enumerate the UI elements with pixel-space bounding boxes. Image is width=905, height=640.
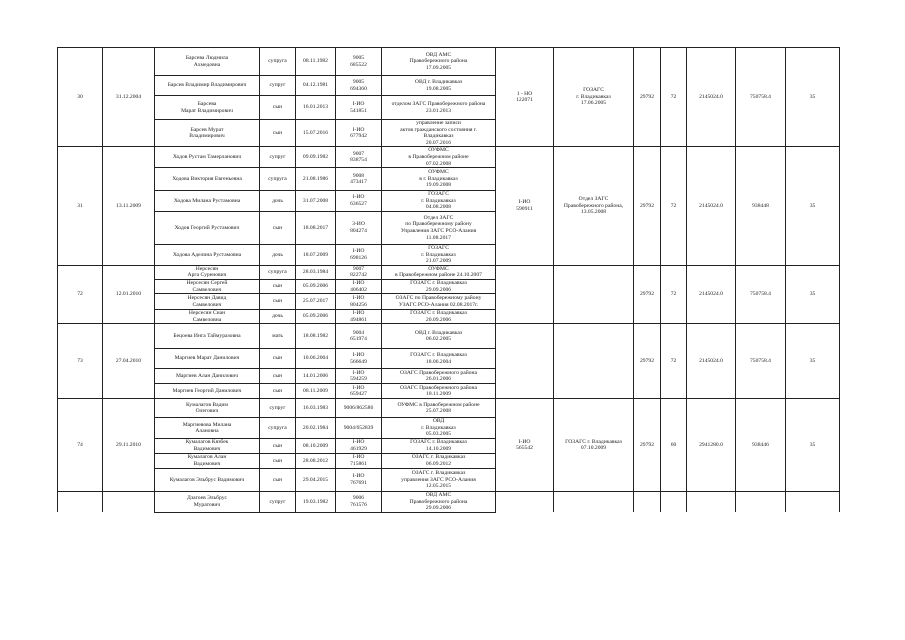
record-extra: 35 (786, 147, 840, 265)
member-relation: супруг (260, 147, 296, 168)
record-area: 29792 (634, 324, 661, 399)
member-name: Нерсесян Сергей Самвелович (155, 279, 260, 293)
member-birth-date: 15.07.2016 (296, 120, 336, 147)
member-relation: мать (260, 324, 296, 349)
record-date: 27.04.2010 (103, 324, 155, 399)
record-extra: 35 (786, 48, 840, 147)
member-birth-date: 18.08.2017 (296, 211, 336, 244)
table-row (58, 48, 840, 76)
member-document-issuer: ОВД АМС Правобережного района 29.09.2006 (382, 492, 496, 513)
member-birth-date: 08.10.2009 (296, 439, 336, 454)
member-document-issuer: ОУФМС в Правобережном районе 24.10.2007 (382, 265, 496, 279)
member-document-issuer: ГОЗАГС г. Владикавказ 18.06.2004 (382, 349, 496, 369)
record-total: 938448 (736, 147, 786, 265)
record-number: 74 (58, 399, 103, 492)
member-document: I-ИО 698126 (336, 244, 382, 265)
record-rate: 2145024.0 (687, 48, 736, 147)
member-document-issuer: ГОЗАГС г. Владикавказ 14.10.2009 (382, 439, 496, 454)
table-row (58, 265, 840, 279)
record-provider (554, 265, 634, 324)
record-count: 60 (661, 399, 687, 492)
member-birth-date: 29.04.2015 (296, 469, 336, 492)
member-document: 9006 761576 (336, 492, 382, 513)
member-relation: супруга (260, 418, 296, 439)
member-document: I-ИО 594259 (336, 369, 382, 384)
record-number: 30 (58, 48, 103, 147)
member-name: Кумалагов Алан Вадимович (155, 454, 260, 469)
member-birth-date: 10.06.2004 (296, 349, 336, 369)
record-provider: ГОЗАГС г. Владикавказ 07.10.2009 (554, 399, 634, 492)
member-document: I-ИО 406402 (336, 279, 382, 293)
member-document: I-ИО 636527 (336, 191, 382, 212)
record-count: 72 (661, 324, 687, 399)
member-document-issuer: ОЗАГС по Правобережному району УЗАГС РСО-Алания 02.08.2017г. (382, 294, 496, 310)
member-document-issuer: ОВД г. Владикавказ 06.02.2005 (382, 324, 496, 349)
member-birth-date: 21.08.1986 (296, 168, 336, 191)
record-date (103, 492, 155, 513)
member-relation: супруг (260, 399, 296, 418)
member-birth-date: 05.09.2006 (296, 310, 336, 324)
member-name: Маргиев Алан Данилович (155, 369, 260, 384)
member-name: Бецоева Инга Таймуразовна (155, 324, 260, 349)
member-birth-date: 14.01.2006 (296, 369, 336, 384)
member-birth-date: 25.07.2017 (296, 294, 336, 310)
record-count: 72 (661, 147, 687, 265)
member-relation: сын (260, 384, 296, 399)
member-document: I-ИО 566649 (336, 349, 382, 369)
record-number: 72 (58, 265, 103, 324)
record-count (661, 492, 687, 513)
member-name: Ходов Рустам Тамерланович (155, 147, 260, 168)
member-relation: сын (260, 454, 296, 469)
record-date: 31.12.2004 (103, 48, 155, 147)
member-birth-date: 08.11.2009 (296, 384, 336, 399)
record-rate: 2145024.0 (687, 324, 736, 399)
record-extra: 35 (786, 265, 840, 324)
member-name: Маргиевова Милана Алановна (155, 418, 260, 439)
member-name: Нерсесян Арга Суренович (155, 265, 260, 279)
record-date: 13.11.2009 (103, 147, 155, 265)
member-document-issuer: ОВД АМС Правобережного района 17.09.2005 (382, 48, 496, 76)
member-document-issuer: ОУФМС в Правобережном районе 07.02.2008 (382, 147, 496, 168)
member-name: Кумалагов Кязбек Вадимович (155, 439, 260, 454)
member-document-issuer: ОЗАГС Правобережного района 26.01.2006 (382, 369, 496, 384)
member-document-issuer: ГОЗАГС г. Владикавказ 29.09.2006 (382, 279, 496, 293)
record-rooms (496, 324, 554, 399)
record-total: 750758.4 (736, 324, 786, 399)
member-document: 9005 685522 (336, 48, 382, 76)
records-table (57, 47, 840, 513)
member-name: Барсева Марат Владимирович (155, 96, 260, 120)
member-birth-date: 20.02.1984 (296, 418, 336, 439)
member-birth-date: 16.01.2013 (296, 96, 336, 120)
record-date: 12.01.2010 (103, 265, 155, 324)
member-document: 9005 694360 (336, 76, 382, 96)
member-document-issuer: ГОЗАГС г. Владикавказ 21.07.2009 (382, 244, 496, 265)
record-date: 29.11.2010 (103, 399, 155, 492)
member-document: I-ИО 541851 (336, 96, 382, 120)
member-name: Барсев Мурат Владимирович (155, 120, 260, 147)
record-rooms (496, 492, 554, 513)
member-document-issuer: ГОЗАГС г. Владикавказ 20.09.2006 (382, 310, 496, 324)
record-provider: Отдел ЗАГС Правобережного района, 13.05.2008 (554, 147, 634, 265)
member-document: 9007 822742 (336, 265, 382, 279)
record-count: 72 (661, 265, 687, 324)
member-document: 3-ИО 804274 (336, 211, 382, 244)
member-document-issuer: ОЗАГС г. Владикавказ управления ЗАГС РСО-Алания 12.05.2015 (382, 469, 496, 492)
member-document-issuer: Отдел ЗАГС по Правобережному району Управления ЗАГС РСО-Алания 11.08.2017 (382, 211, 496, 244)
member-document: 9007 838754 (336, 147, 382, 168)
record-rooms (496, 265, 554, 324)
member-relation: сын (260, 120, 296, 147)
member-relation: сын (260, 469, 296, 492)
member-birth-date: 31.07.2008 (296, 191, 336, 212)
member-name: Барсева Людмила Ахмедовна (155, 48, 260, 76)
member-document-issuer: ОУФМС в г. Владикавказ 19.09.2008 (382, 168, 496, 191)
record-rate: 2941280.0 (687, 399, 736, 492)
record-rate (687, 492, 736, 513)
table-row (58, 324, 840, 349)
member-document-issuer: отделом ЗАГС Правобережного района 23.01.2013 (382, 96, 496, 120)
member-document-issuer: ОЗАГС г. Владикавказ 06.09.2012 (382, 454, 496, 469)
member-name: Ходова Аделина Рустамовна (155, 244, 260, 265)
member-birth-date: 16.03.1983 (296, 399, 336, 418)
record-number (58, 492, 103, 513)
member-birth-date: 28.08.2012 (296, 454, 336, 469)
record-rooms: I-ИО 590911 (496, 147, 554, 265)
record-area: 29792 (634, 147, 661, 265)
member-name: Маргиев Георгий Данилович (155, 384, 260, 399)
member-birth-date: 04.12.1981 (296, 76, 336, 96)
record-rooms: 1 - НО 122071 (496, 48, 554, 147)
record-area (634, 492, 661, 513)
record-provider (554, 324, 634, 399)
member-name: Кумалагов Эльбрус Вадимович (155, 469, 260, 492)
record-provider: ГОЗАГС г. Владикавказ 17.06.2005 (554, 48, 634, 147)
member-name: Ходова Милана Рустамовна (155, 191, 260, 212)
record-area: 29792 (634, 399, 661, 492)
member-document-issuer: управление записи актов гражданского состояния г. Владикавказ 20.07.2016 (382, 120, 496, 147)
table-row (58, 399, 840, 418)
member-relation: супруг (260, 492, 296, 513)
member-document: 9008 473417 (336, 168, 382, 191)
record-total: 750758.4 (736, 48, 786, 147)
record-provider (554, 492, 634, 513)
member-document: I-ИО 659427 (336, 384, 382, 399)
member-birth-date: 18.07.2009 (296, 244, 336, 265)
member-document: I-ИО 494861 (336, 310, 382, 324)
record-extra: 35 (786, 324, 840, 399)
member-name: Ходова Виктория Евгеньевна (155, 168, 260, 191)
record-total: 750758.4 (736, 265, 786, 324)
member-relation: дочь (260, 191, 296, 212)
member-relation: супруга (260, 48, 296, 76)
record-rooms: I-ИО 565542 (496, 399, 554, 492)
member-name: Нерсесян Давид Самвелович (155, 294, 260, 310)
member-document: I-ИО 461929 (336, 439, 382, 454)
member-name: Маргиев Марат Данилович (155, 349, 260, 369)
member-document-issuer: ОВД г. Владикавказ 19.08.2005 (382, 76, 496, 96)
member-name: Дзагоев Эльбрус Муратович (155, 492, 260, 513)
record-total (736, 492, 786, 513)
table-row (58, 147, 840, 168)
record-number: 31 (58, 147, 103, 265)
member-birth-date: 28.03.1984 (296, 265, 336, 279)
member-relation: сын (260, 349, 296, 369)
record-number: 73 (58, 324, 103, 399)
member-document-issuer: ОВД г. Владикавказ 05.03.2005 (382, 418, 496, 439)
member-name: Кумалагов Вадим Олегович (155, 399, 260, 418)
member-birth-date: 09.09.1982 (296, 147, 336, 168)
member-document: I-ИО 767691 (336, 469, 382, 492)
member-document-issuer: ГОЗАГС г. Владикавказ 04.08.2008 (382, 191, 496, 212)
record-rate: 2145024.0 (687, 265, 736, 324)
member-birth-date: 19.03.1982 (296, 492, 336, 513)
member-name: Ходов Георгий Рустамович (155, 211, 260, 244)
member-document: I-ИО 677942 (336, 120, 382, 147)
member-birth-date: 05.09.2006 (296, 279, 336, 293)
member-document: I-ИО 804256 (336, 294, 382, 310)
member-name: Барсев Владимир Владимирович (155, 76, 260, 96)
record-area: 29792 (634, 265, 661, 324)
member-document-issuer: ОУФМС в Правобережном районе 25.07.2008 (382, 399, 496, 418)
member-document: 9006/862586 (336, 399, 382, 418)
member-relation: супруг (260, 76, 296, 96)
member-document-issuer: ОЗАГС Правобережного района 18.11.2009 (382, 384, 496, 399)
record-count: 72 (661, 48, 687, 147)
table-row (58, 492, 840, 513)
record-total: 938446 (736, 399, 786, 492)
member-birth-date: 08.11.1982 (296, 48, 336, 76)
member-relation: сын (260, 439, 296, 454)
member-document: 9004/652839 (336, 418, 382, 439)
member-relation: сын (260, 279, 296, 293)
member-document: I-ИО 715861 (336, 454, 382, 469)
member-relation: дочь (260, 310, 296, 324)
member-birth-date: 18.08.1982 (296, 324, 336, 349)
record-rate: 2145024.0 (687, 147, 736, 265)
member-relation: супруга (260, 168, 296, 191)
record-area: 29792 (634, 48, 661, 147)
record-extra (786, 492, 840, 513)
member-relation: сын (260, 294, 296, 310)
member-relation: дочь (260, 244, 296, 265)
member-relation: сын (260, 96, 296, 120)
member-relation: сын (260, 369, 296, 384)
member-document: 9004 651974 (336, 324, 382, 349)
member-name: Нерсесян Сиан Самвеловна (155, 310, 260, 324)
member-relation: сын (260, 211, 296, 244)
member-relation: супруга (260, 265, 296, 279)
record-extra: 35 (786, 399, 840, 492)
